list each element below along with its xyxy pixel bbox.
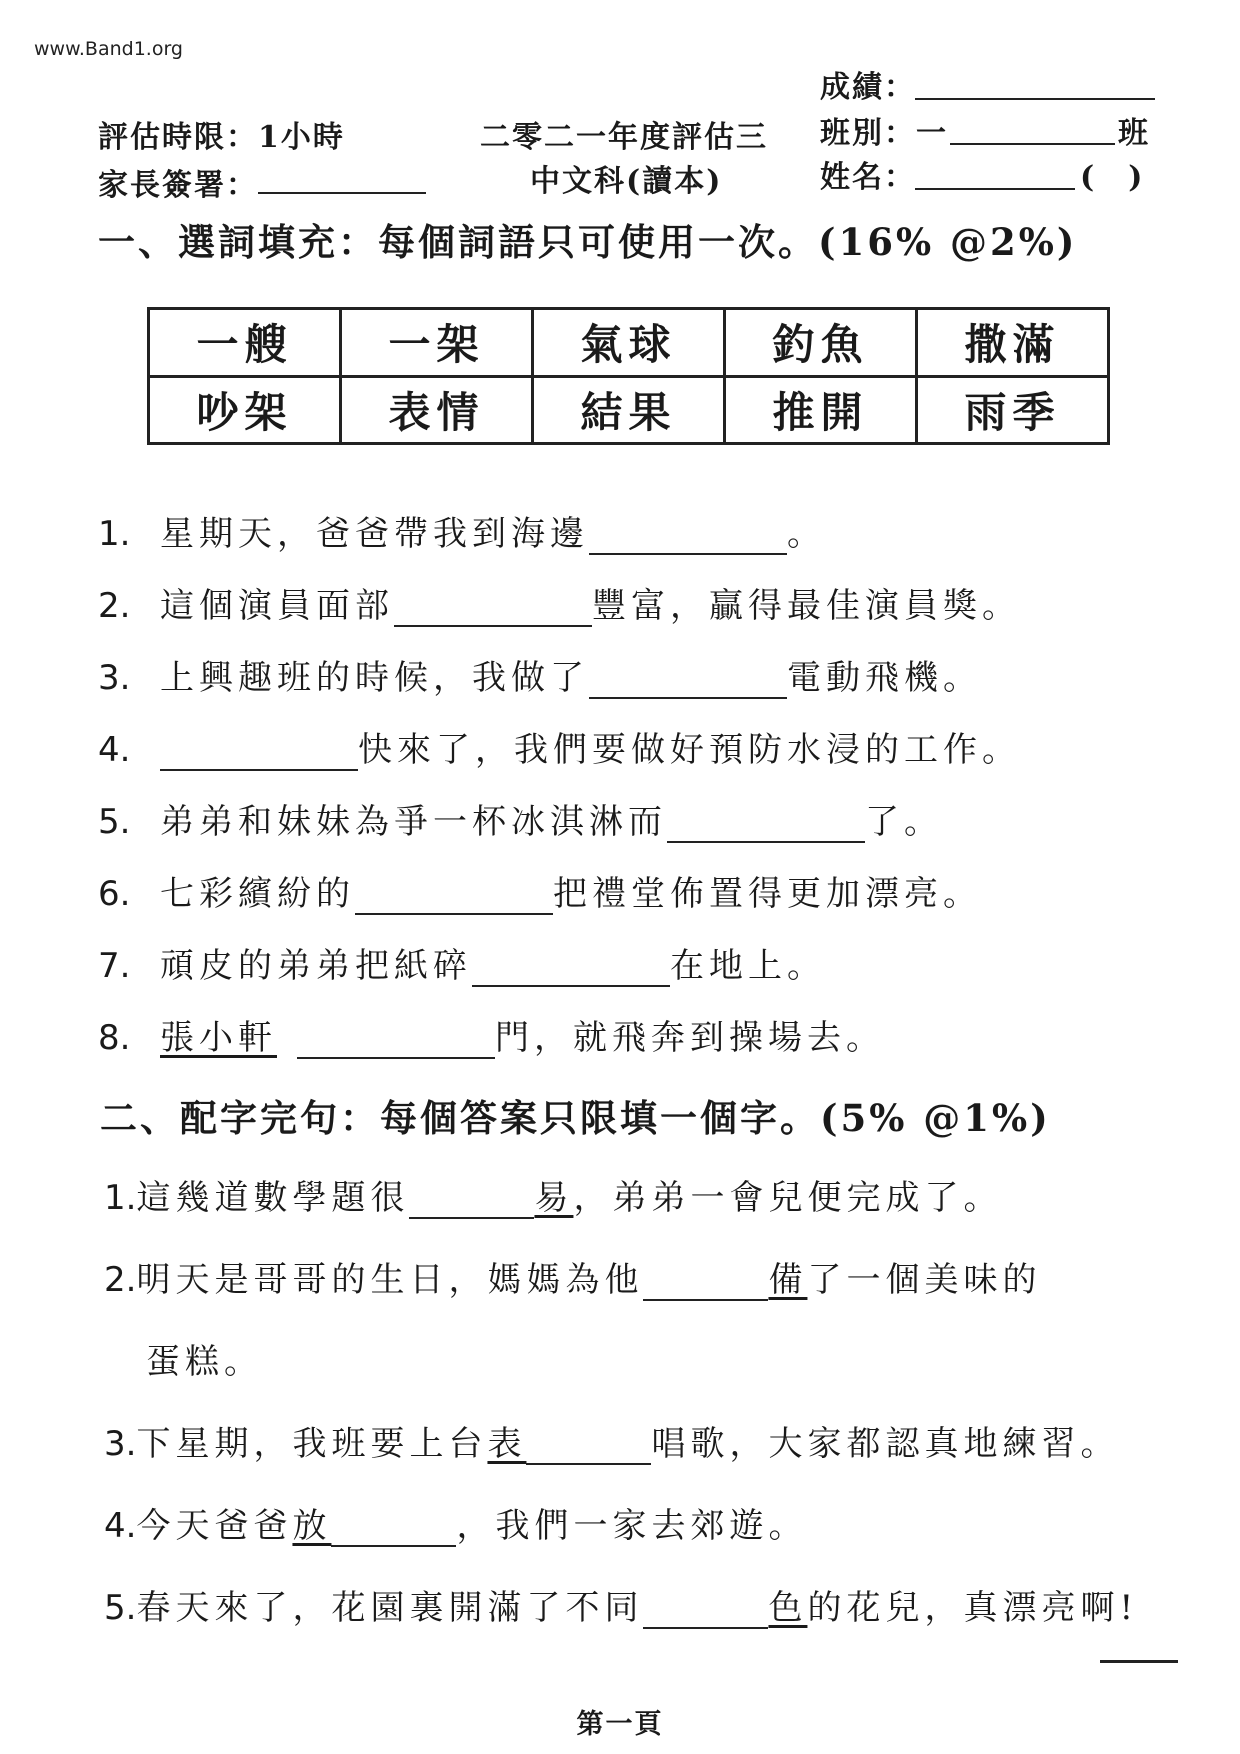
word-bank-cell: 吵架 <box>149 376 341 444</box>
word-bank-cell: 推開 <box>725 376 917 444</box>
word-bank-cell: 一艘 <box>149 309 341 377</box>
question-text: 頑皮的弟弟把紙碎 <box>160 946 472 986</box>
question-number: 7. <box>98 946 131 986</box>
s1-question-3 <box>98 650 982 699</box>
hint-character: 色 <box>768 1588 808 1628</box>
s1-question-4 <box>98 722 1021 771</box>
question-number: 3. <box>98 658 131 698</box>
time-limit: 評估時限：1小時 <box>98 120 345 155</box>
question-text: 豐富，贏得最佳演員獎。 <box>592 586 1021 626</box>
question-text: 把禮堂佈置得更加漂亮。 <box>553 874 982 914</box>
question-text: 快來了，我們要做好預防水浸的工作。 <box>358 730 1021 770</box>
question-text: 今天爸爸 <box>136 1506 293 1546</box>
score-label: 成績： <box>820 70 916 105</box>
word-bank-cell: 雨季 <box>917 376 1109 444</box>
watermark: www.Band1.org <box>34 38 183 60</box>
class-label: 班別：一 <box>820 116 948 151</box>
s1-question-6 <box>98 866 982 915</box>
answer-blank[interactable] <box>331 1515 456 1547</box>
question-number: 4. <box>98 730 131 770</box>
class-suffix: 班 <box>1118 116 1150 151</box>
word-bank-cell: 一架 <box>341 309 533 377</box>
question-text: 星期天，爸爸帶我到海邊 <box>160 514 589 554</box>
word-bank-cell: 撒滿 <box>917 309 1109 377</box>
question-number: 1. <box>98 514 131 554</box>
question-number: 5. <box>104 1588 137 1628</box>
question-text: 的花兒，真漂亮啊! <box>807 1588 1139 1628</box>
answer-blank[interactable] <box>160 739 358 771</box>
s1-question-2 <box>98 578 1021 627</box>
answer-blank[interactable] <box>643 1597 768 1629</box>
question-text: 唱歌，大家都認真地練習。 <box>651 1424 1120 1464</box>
word-bank-table <box>147 307 1110 445</box>
hint-character: 表 <box>487 1424 527 1464</box>
score-blank[interactable] <box>915 68 1155 100</box>
question-number: 5. <box>98 802 131 842</box>
word-bank-row <box>149 376 1109 444</box>
s2-question-4 <box>104 1498 807 1547</box>
hint-character: 備 <box>768 1260 808 1300</box>
question-number: 8. <box>98 1018 131 1058</box>
proper-name: 張小軒 <box>160 1018 277 1058</box>
s1-question-5 <box>98 794 943 843</box>
word-bank-cell: 釣魚 <box>725 309 917 377</box>
question-text: 明天是哥哥的生日，媽媽為他 <box>136 1260 644 1300</box>
class-number-bracket[interactable]: ( ) <box>1080 160 1145 195</box>
name-blank[interactable] <box>915 158 1075 190</box>
s2-question-2-continued: 蛋糕。 <box>146 1342 263 1382</box>
answer-blank[interactable] <box>409 1187 534 1219</box>
question-text: 弟弟和妹妹為爭一杯冰淇淋而 <box>160 802 667 842</box>
answer-blank[interactable] <box>667 811 865 843</box>
answer-blank[interactable] <box>355 883 553 915</box>
s1-question-1 <box>98 506 826 555</box>
subject-title: 中文科(讀本) <box>530 164 723 199</box>
answer-blank[interactable] <box>472 955 670 987</box>
s2-question-5 <box>104 1580 1138 1629</box>
section1-title: 一、選詞填充：每個詞語只可使用一次。(16% @2%) <box>98 220 1078 264</box>
question-text: 春天來了，花園裏開滿了不同 <box>136 1588 644 1628</box>
hint-character: 易 <box>534 1178 574 1218</box>
s2-question-1 <box>104 1170 1002 1219</box>
score-box-line <box>1100 1660 1178 1663</box>
parent-sign-label: 家長簽署： <box>98 168 258 203</box>
s2-question-2 <box>104 1252 1041 1301</box>
question-text: 。 <box>787 514 826 554</box>
s2-question-3 <box>104 1416 1119 1465</box>
question-text: 了一個美味的 <box>807 1260 1042 1300</box>
question-text: 上興趣班的時候，我做了 <box>160 658 589 698</box>
class-blank[interactable] <box>950 113 1115 145</box>
hint-character: 放 <box>292 1506 332 1546</box>
question-text: 了。 <box>865 802 943 842</box>
s1-question-7 <box>98 938 826 987</box>
question-number: 6. <box>98 874 131 914</box>
parent-sign-blank[interactable] <box>258 162 426 194</box>
question-text: ，我們一家去郊遊。 <box>456 1506 808 1546</box>
word-bank-cell: 表情 <box>341 376 533 444</box>
answer-blank[interactable] <box>526 1433 651 1465</box>
question-text: 下星期，我班要上台 <box>136 1424 488 1464</box>
question-text: ，弟弟一會兒便完成了。 <box>573 1178 1003 1218</box>
answer-blank[interactable] <box>394 595 592 627</box>
question-number: 1. <box>104 1178 137 1218</box>
word-bank-cell: 結果 <box>533 376 725 444</box>
word-bank-row <box>149 309 1109 377</box>
question-text: 電動飛機。 <box>787 658 982 698</box>
question-number: 4. <box>104 1506 137 1546</box>
question-text: 在地上。 <box>670 946 826 986</box>
page-number: 第一頁 <box>576 1709 664 1740</box>
s1-question-8 <box>98 1010 885 1059</box>
answer-blank[interactable] <box>643 1269 768 1301</box>
question-number: 2. <box>98 586 131 626</box>
question-text: 門，就飛奔到操場去。 <box>495 1018 885 1058</box>
word-bank-cell: 氣球 <box>533 309 725 377</box>
answer-blank[interactable] <box>297 1027 495 1059</box>
answer-blank[interactable] <box>589 523 787 555</box>
question-text: 這個演員面部 <box>160 586 394 626</box>
assessment-title: 二零二一年度評估三 <box>480 120 768 155</box>
question-number: 3. <box>104 1424 137 1464</box>
section2-title: 二、配字完句：每個答案只限填一個字。(5% @1%) <box>100 1096 1051 1140</box>
answer-blank[interactable] <box>589 667 787 699</box>
question-text: 這幾道數學題很 <box>136 1178 410 1218</box>
question-text: 七彩繽紛的 <box>160 874 355 914</box>
name-label: 姓名： <box>820 160 916 195</box>
question-number: 2. <box>104 1260 137 1300</box>
